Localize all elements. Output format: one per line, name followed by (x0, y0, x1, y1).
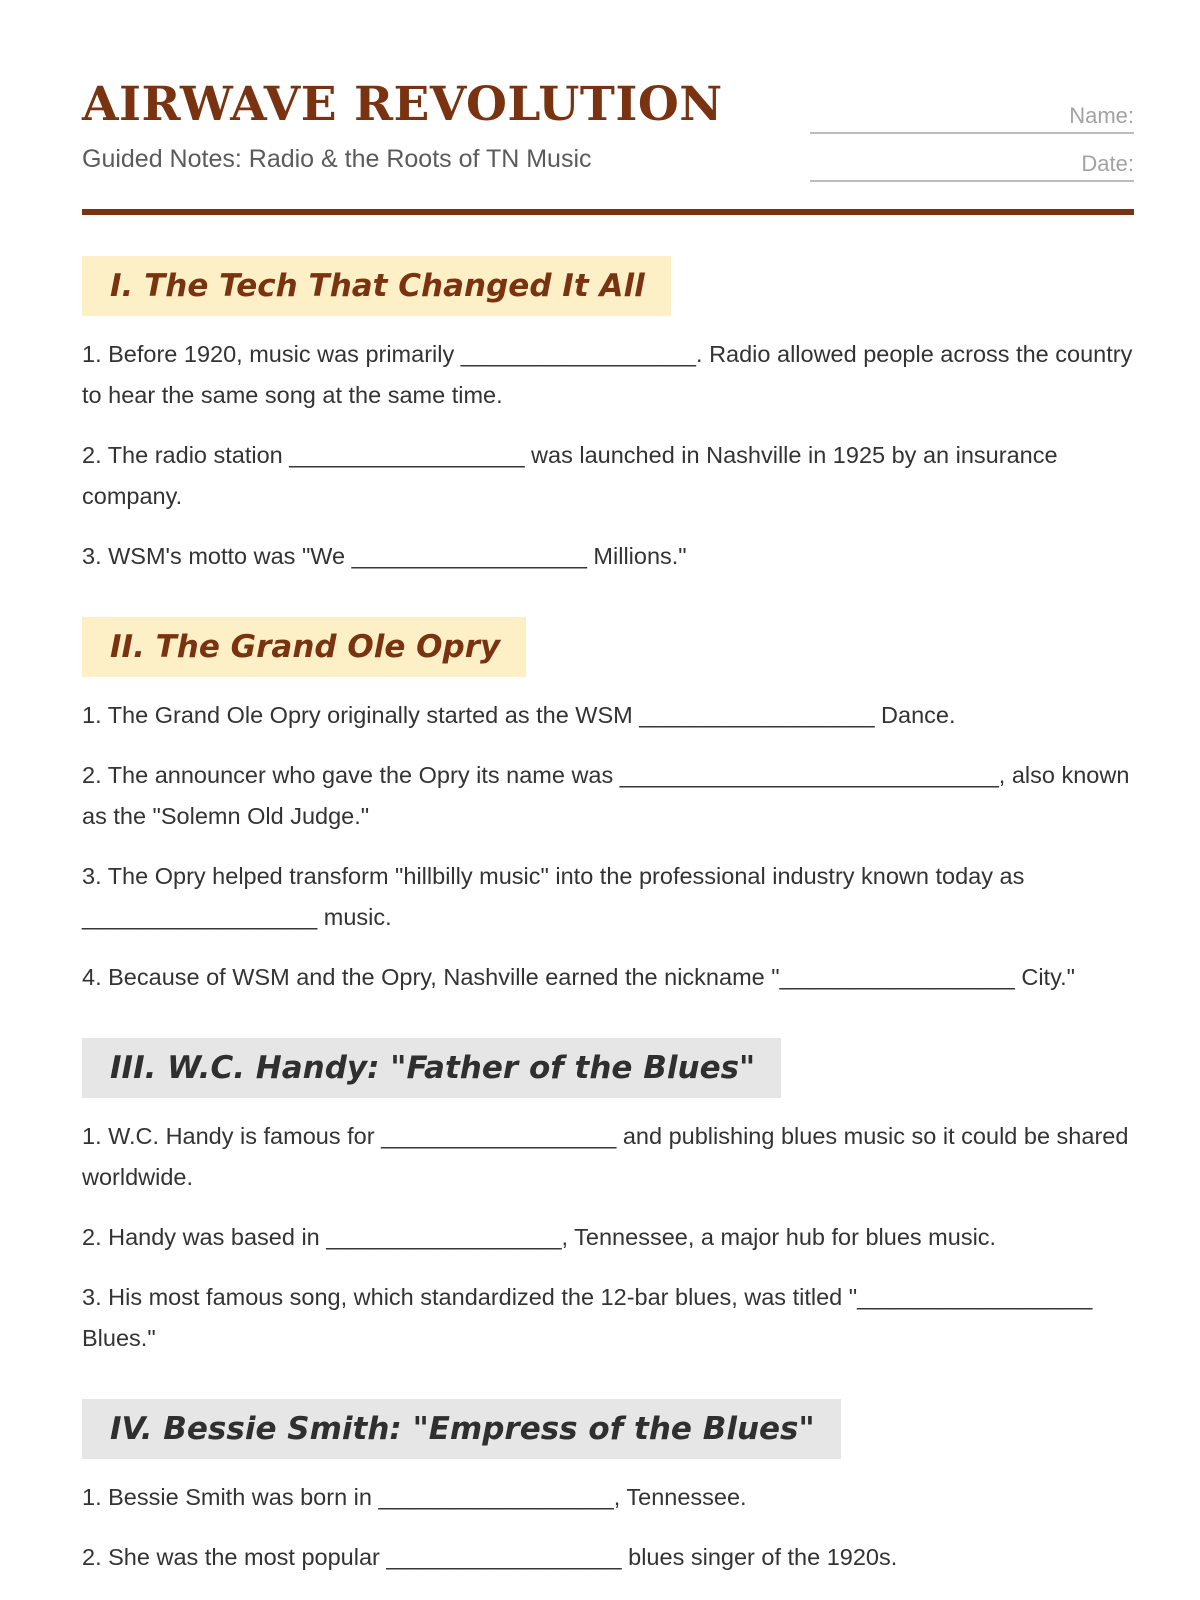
section-heading: IV. Bessie Smith: "Empress of the Blues" (82, 1399, 841, 1459)
worksheet-page (82, 0, 1134, 1600)
question: 3. His most famous song, which standardized the 12-bar blues, was titled "__________________ Blues." (82, 1284, 1093, 1351)
question: 1. Bessie Smith was born in __________________, Tennessee. (82, 1484, 747, 1510)
header-divider (82, 209, 1134, 215)
question: 3. WSM's motto was "We __________________ Millions." (82, 543, 687, 569)
section-heading: I. The Tech That Changed It All (82, 256, 671, 316)
section-handy (82, 1038, 1134, 1359)
date-field[interactable]: Date: (810, 148, 1134, 182)
section-heading: III. W.C. Handy: "Father of the Blues" (82, 1038, 781, 1098)
name-field[interactable]: Name: (810, 100, 1134, 134)
section-opry (82, 617, 1134, 998)
question: 2. The radio station __________________ was launched in Nashville in 1925 by an insurance company. (82, 442, 1058, 509)
question: 2. She was the most popular __________________ blues singer of the 1920s. (82, 1544, 898, 1570)
question: 4. Because of WSM and the Opry, Nashville earned the nickname "__________________ City." (82, 964, 1075, 990)
question: 1. Before 1920, music was primarily __________________. Radio allowed people across the country to hear the same song at the same time. (82, 341, 1133, 408)
section-heading: II. The Grand Ole Opry (82, 617, 526, 677)
section-bessie (82, 1399, 1134, 1578)
question: 2. Handy was based in __________________, Tennessee, a major hub for blues music. (82, 1224, 997, 1250)
question: 2. The announcer who gave the Opry its name was _____________________________, also known as the "Solemn Old Judge." (82, 762, 1130, 829)
question: 3. The Opry helped transform "hillbilly music" into the professional industry known today as __________________ music. (82, 863, 1025, 930)
page-title: AIRWAVE REVOLUTION (82, 77, 723, 132)
question: 1. The Grand Ole Opry originally started as the WSM __________________ Dance. (82, 702, 956, 728)
worksheet-header (82, 0, 1134, 216)
section-tech (82, 256, 1134, 577)
question: 1. W.C. Handy is famous for __________________ and publishing blues music so it could be shared worldwide. (82, 1123, 1129, 1190)
page-subtitle: Guided Notes: Radio & the Roots of TN Music (82, 145, 592, 173)
